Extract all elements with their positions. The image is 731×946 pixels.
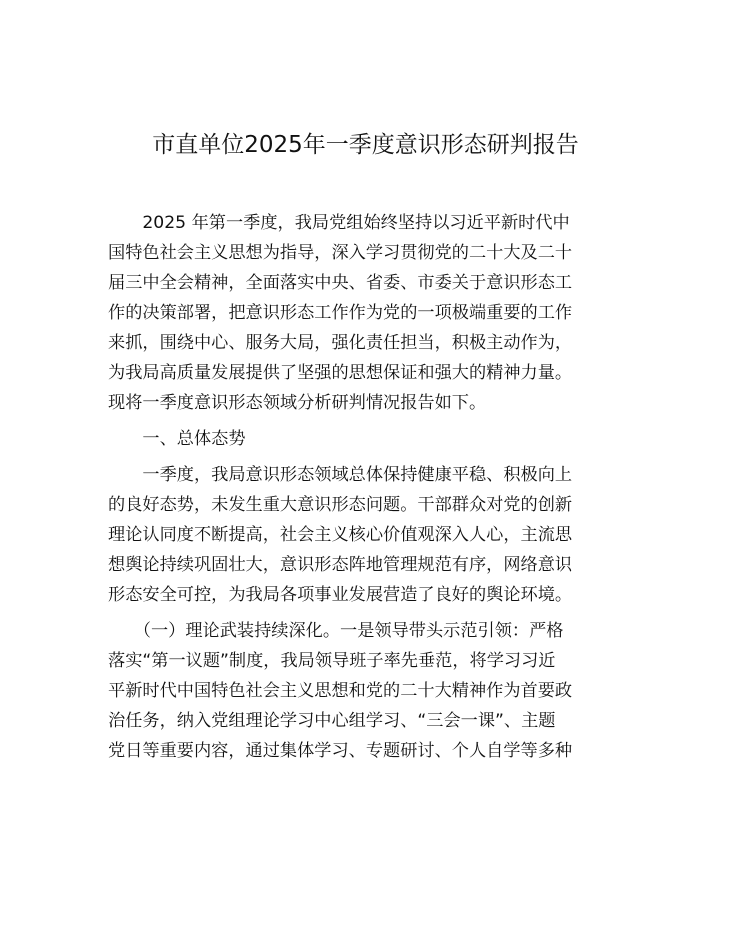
body-line: 为我局高质量发展提供了坚强的思想保证和强大的精神力量。 xyxy=(108,363,573,383)
body-line: 治任务，纳入党组理论学习中心组学习、“三会一课”、主题 xyxy=(108,711,556,731)
body-line: 来抓，围绕中心、服务大局，强化责任担当，积极主动作为， xyxy=(108,333,573,353)
body-line: 一季度，我局意识形态领域总体保持健康平稳、积极向上 xyxy=(108,465,573,485)
document-title: 市直单位2025年一季度意识形态研判报告 xyxy=(152,132,579,158)
body-line: （一）理论武装持续深化。一是领导带头示范引领：严格 xyxy=(108,621,564,641)
body-line: 理论认同度不断提高，社会主义核心价值观深入人心，主流思 xyxy=(108,525,573,545)
section-heading: 一、总体态势 xyxy=(108,429,246,449)
body-line: 作的决策部署，把意识形态工作作为党的一项极端重要的工作 xyxy=(108,303,573,323)
body-line: 国特色社会主义思想为指导，深入学习贯彻党的二十大及二十 xyxy=(108,243,573,263)
body-line: 届三中全会精神，全面落实中央、省委、市委关于意识形态工 xyxy=(108,273,573,293)
body-line: 形态安全可控，为我局各项事业发展营造了良好的舆论环境。 xyxy=(108,585,573,605)
body-line: 平新时代中国特色社会主义思想和党的二十大精神作为首要政 xyxy=(108,681,573,701)
body-line: 现将一季度意识形态领域分析研判情况报告如下。 xyxy=(108,393,487,413)
body-line: 2025 年第一季度，我局党组始终坚持以习近平新时代中 xyxy=(108,213,570,233)
body-line: 的良好态势，未发生重大意识形态问题。干部群众对党的创新 xyxy=(108,495,573,515)
body-line: 党日等重要内容，通过集体学习、专题研讨、个人自学等多种 xyxy=(108,741,573,761)
document-body xyxy=(108,208,628,766)
body-line: 想舆论持续巩固壮大，意识形态阵地管理规范有序，网络意识 xyxy=(108,555,573,575)
body-line: 落实“第一议题”制度，我局领导班子率先垂范，将学习习近 xyxy=(108,651,556,671)
